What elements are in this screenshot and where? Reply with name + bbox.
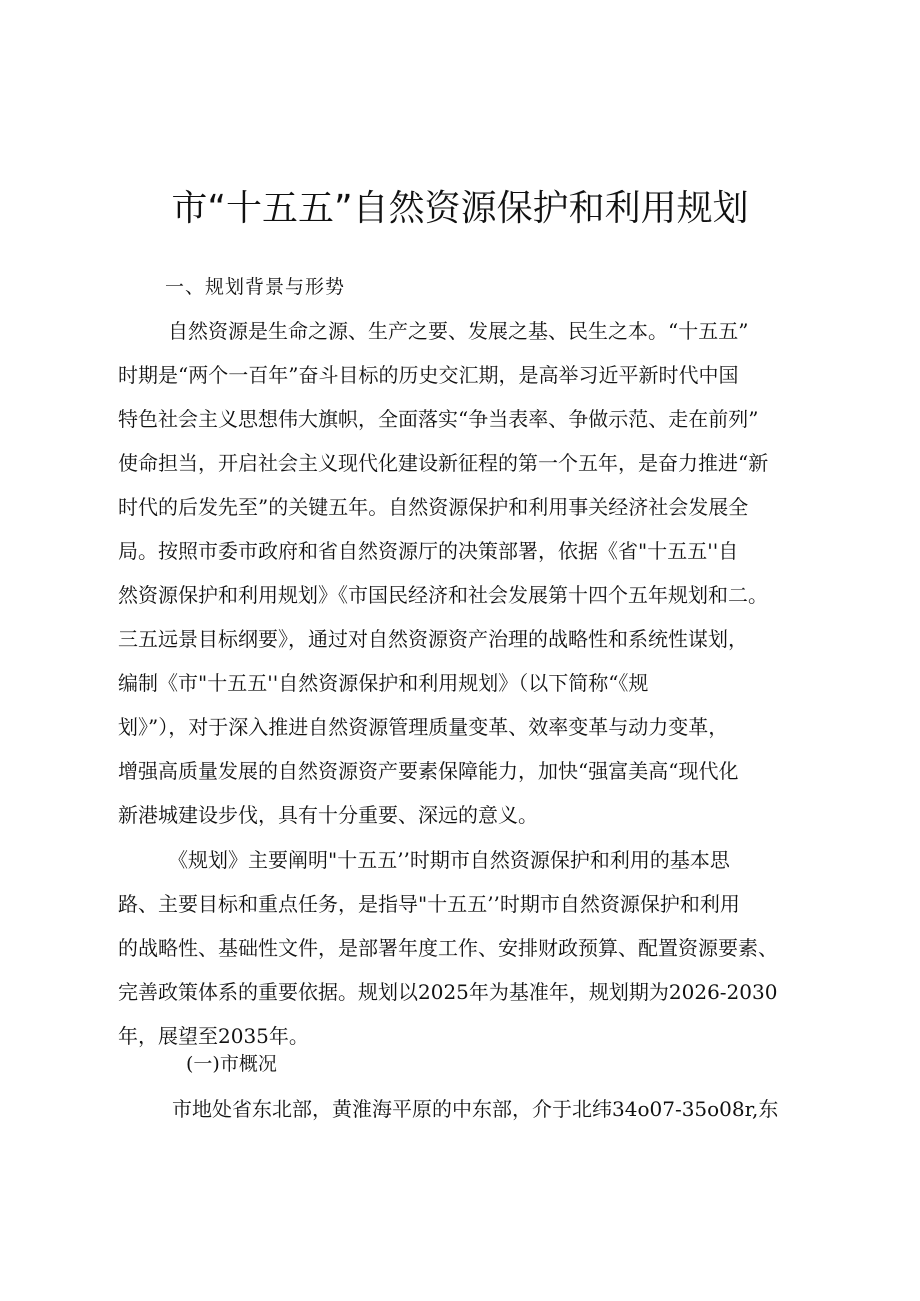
paragraph-line: 《规划》主要阐明"十五五’’时期市自然资源保护和利用的基本思 xyxy=(168,848,730,872)
subsection-heading: (一)市概况 xyxy=(186,1053,277,1075)
paragraph-line: 三五远景目标纲要》，通过对自然资源资产治理的战略性和系统性谋划， xyxy=(118,627,748,651)
paragraph-line: 编制《市"十五五''自然资源保护和利用规划》（以下简称“《规 xyxy=(118,671,649,695)
paragraph-line: 然资源保护和利用规划》《市国民经济和社会发展第十四个五年规划和二。 xyxy=(118,583,768,607)
paragraph-line: 时代的后发先至”的关键五年。自然资源保护和利用事关经济社会发展全 xyxy=(118,495,749,519)
paragraph-line: 时期是“两个一百年”奋斗目标的历史交汇期，是高举习近平新时代中国 xyxy=(118,363,739,387)
paragraph-line: 市地处省东北部，黄淮海平原的中东部，介于北纬34o07-35o08r,东 xyxy=(172,1097,779,1121)
section-heading: 一、规划背景与形势 xyxy=(165,276,346,298)
paragraph-line: 划》”），对于深入推进自然资源管理质量变革、效率变革与动力变革， xyxy=(118,715,729,739)
paragraph-line: 年，展望至2035年。 xyxy=(118,1024,309,1048)
paragraph-line: 增强高质量发展的自然资源资产要素保障能力，加快“强富美高“现代化 xyxy=(118,759,739,783)
paragraph-line: 新港城建设步伐，具有十分重要、深远的意义。 xyxy=(118,803,538,827)
paragraph-line: 使命担当，开启社会主义现代化建设新征程的第一个五年，是奋力推进“新 xyxy=(118,451,769,475)
paragraph-line: 局。按照市委市政府和省自然资源厅的决策部署，依据《省"十五五''自 xyxy=(118,539,739,563)
document-title: 市“十五五”自然资源保护和利用规划 xyxy=(171,188,749,229)
paragraph-line: 自然资源是生命之源、生产之要、发展之基、民生之本。“十五五” xyxy=(168,319,749,343)
paragraph-line: 特色社会主义思想伟大旗帜，全面落实“争当表率、争做示范、走在前列” xyxy=(118,407,759,431)
paragraph-line: 完善政策体系的重要依据。规划以2025年为基准年，规划期为2026-2030 xyxy=(118,980,778,1004)
paragraph-line: 路、主要目标和重点任务，是指导"十五五’’时期市自然资源保护和利用 xyxy=(118,892,740,916)
paragraph-line: 的战略性、基础性文件，是部署年度工作、安排财政预算、配置资源要素、 xyxy=(118,936,778,960)
